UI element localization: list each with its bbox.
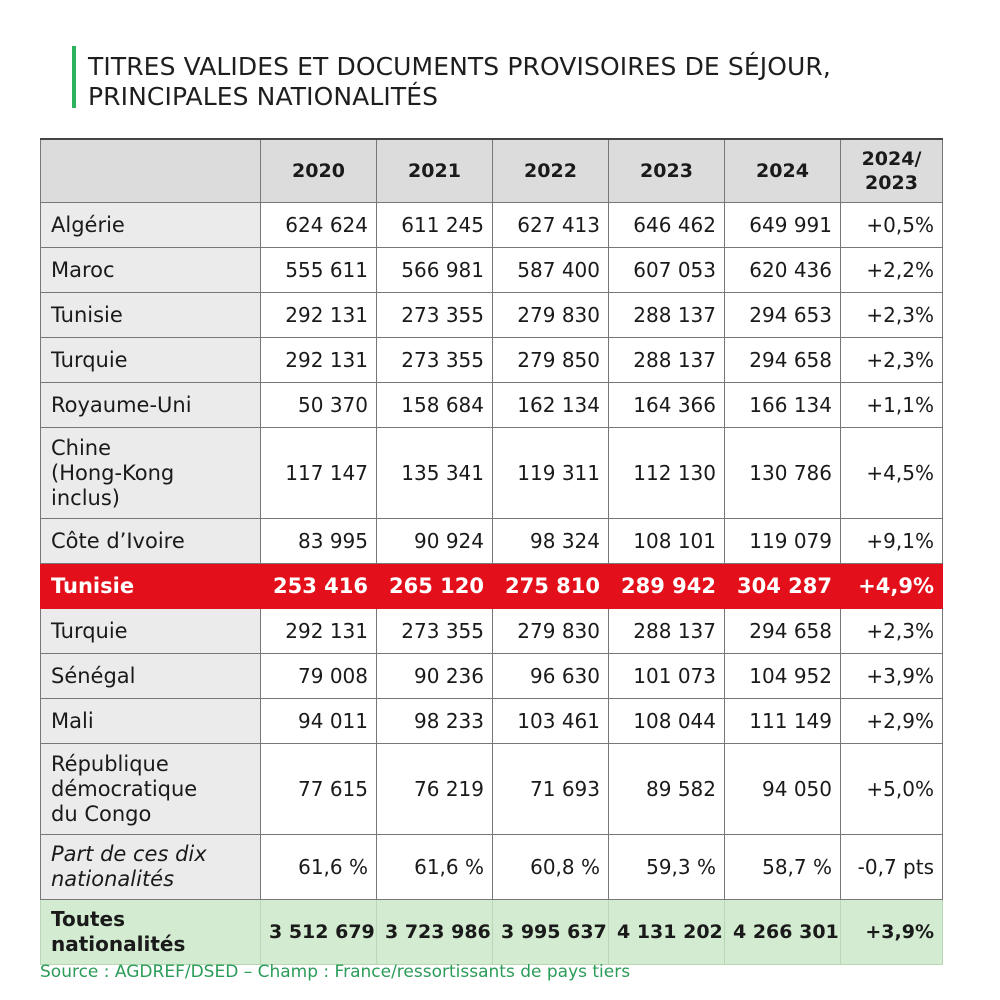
value-cell: 90 236 — [377, 654, 493, 699]
variation-cell: +4,9% — [841, 564, 943, 609]
value-cell: 273 355 — [377, 293, 493, 338]
header-year: 2024 — [725, 139, 841, 203]
value-cell: 279 830 — [493, 609, 609, 654]
value-cell: 288 137 — [609, 609, 725, 654]
value-cell: 94 050 — [725, 744, 841, 835]
table-row — [41, 654, 943, 699]
value-cell: 294 653 — [725, 293, 841, 338]
page-title — [88, 52, 831, 112]
table-header-row — [41, 139, 943, 203]
variation-cell: +3,9% — [841, 654, 943, 699]
variation-cell: -0,7 pts — [841, 835, 943, 900]
row-label: Maroc — [41, 248, 261, 293]
value-cell: 294 658 — [725, 609, 841, 654]
row-label: Sénégal — [41, 654, 261, 699]
row-label: Chine (Hong-Kong inclus) — [41, 428, 261, 519]
variation-cell: +0,5% — [841, 203, 943, 248]
value-cell: 624 624 — [261, 203, 377, 248]
value-cell: 275 810 — [493, 564, 609, 609]
value-cell: 288 137 — [609, 338, 725, 383]
table-row — [41, 248, 943, 293]
variation-cell: +3,9% — [841, 900, 943, 965]
table-row — [41, 203, 943, 248]
value-cell: 98 324 — [493, 519, 609, 564]
value-cell: 50 370 — [261, 383, 377, 428]
value-cell: 288 137 — [609, 293, 725, 338]
value-cell: 94 011 — [261, 699, 377, 744]
value-cell: 77 615 — [261, 744, 377, 835]
value-cell: 265 120 — [377, 564, 493, 609]
value-cell: 90 924 — [377, 519, 493, 564]
value-cell: 279 850 — [493, 338, 609, 383]
value-cell: 71 693 — [493, 744, 609, 835]
header-year: 2020 — [261, 139, 377, 203]
table-row-highlighted — [41, 564, 943, 609]
variation-cell: +2,3% — [841, 293, 943, 338]
table-row — [41, 744, 943, 835]
variation-cell: +4,5% — [841, 428, 943, 519]
value-cell: 101 073 — [609, 654, 725, 699]
value-cell: 119 311 — [493, 428, 609, 519]
value-cell: 79 008 — [261, 654, 377, 699]
table-row — [41, 609, 943, 654]
value-cell: 607 053 — [609, 248, 725, 293]
value-cell: 164 366 — [609, 383, 725, 428]
value-cell: 4 131 202 — [609, 900, 725, 965]
value-cell: 130 786 — [725, 428, 841, 519]
variation-cell: +2,3% — [841, 609, 943, 654]
value-cell: 273 355 — [377, 609, 493, 654]
table-row — [41, 428, 943, 519]
value-cell: 83 995 — [261, 519, 377, 564]
value-cell: 566 981 — [377, 248, 493, 293]
value-cell: 555 611 — [261, 248, 377, 293]
variation-cell: +9,1% — [841, 519, 943, 564]
row-label: Algérie — [41, 203, 261, 248]
value-cell: 162 134 — [493, 383, 609, 428]
value-cell: 117 147 — [261, 428, 377, 519]
variation-cell: +2,3% — [841, 338, 943, 383]
header-year: 2021 — [377, 139, 493, 203]
row-label: Royaume-Uni — [41, 383, 261, 428]
row-label: Mali — [41, 699, 261, 744]
value-cell: 292 131 — [261, 609, 377, 654]
table-row — [41, 519, 943, 564]
table-row-share — [41, 835, 943, 900]
header-label-cell — [41, 139, 261, 203]
value-cell: 4 266 301 — [725, 900, 841, 965]
table-row — [41, 293, 943, 338]
value-cell: 76 219 — [377, 744, 493, 835]
header-year: 2022 — [493, 139, 609, 203]
value-cell: 59,3 % — [609, 835, 725, 900]
header-variation: 2024/ 2023 — [841, 139, 943, 203]
title-accent-bar — [72, 46, 76, 108]
value-cell: 112 130 — [609, 428, 725, 519]
table-row-total — [41, 900, 943, 965]
value-cell: 104 952 — [725, 654, 841, 699]
value-cell: 98 233 — [377, 699, 493, 744]
table-row — [41, 699, 943, 744]
row-label: Turquie — [41, 609, 261, 654]
source-note: Source : AGDREF/DSED – Champ : France/ressortissants de pays tiers — [40, 962, 631, 982]
value-cell: 135 341 — [377, 428, 493, 519]
value-cell: 304 287 — [725, 564, 841, 609]
value-cell: 3 995 637 — [493, 900, 609, 965]
table-row — [41, 338, 943, 383]
value-cell: 111 149 — [725, 699, 841, 744]
row-label: République démocratique du Congo — [41, 744, 261, 835]
nationalities-table — [40, 138, 943, 965]
value-cell: 60,8 % — [493, 835, 609, 900]
value-cell: 649 991 — [725, 203, 841, 248]
variation-cell: +2,2% — [841, 248, 943, 293]
value-cell: 279 830 — [493, 293, 609, 338]
value-cell: 108 101 — [609, 519, 725, 564]
value-cell: 96 630 — [493, 654, 609, 699]
variation-cell: +2,9% — [841, 699, 943, 744]
value-cell: 119 079 — [725, 519, 841, 564]
value-cell: 611 245 — [377, 203, 493, 248]
title-line-1: TITRES VALIDES ET DOCUMENTS PROVISOIRES DE SÉJOUR, — [88, 52, 831, 81]
value-cell: 253 416 — [261, 564, 377, 609]
row-label: Côte d’Ivoire — [41, 519, 261, 564]
row-label: Part de ces dix nationalités — [41, 835, 261, 900]
value-cell: 587 400 — [493, 248, 609, 293]
value-cell: 58,7 % — [725, 835, 841, 900]
value-cell: 292 131 — [261, 293, 377, 338]
header-year: 2023 — [609, 139, 725, 203]
value-cell: 103 461 — [493, 699, 609, 744]
value-cell: 3 512 679 — [261, 900, 377, 965]
row-label: Toutes nationalités — [41, 900, 261, 965]
value-cell: 620 436 — [725, 248, 841, 293]
value-cell: 108 044 — [609, 699, 725, 744]
variation-cell: +1,1% — [841, 383, 943, 428]
value-cell: 61,6 % — [377, 835, 493, 900]
value-cell: 289 942 — [609, 564, 725, 609]
value-cell: 3 723 986 — [377, 900, 493, 965]
variation-cell: +5,0% — [841, 744, 943, 835]
value-cell: 292 131 — [261, 338, 377, 383]
row-label: Tunisie — [41, 564, 261, 609]
row-label: Turquie — [41, 338, 261, 383]
value-cell: 627 413 — [493, 203, 609, 248]
row-label: Tunisie — [41, 293, 261, 338]
title-line-2: PRINCIPALES NATIONALITÉS — [88, 82, 439, 111]
table-row — [41, 383, 943, 428]
value-cell: 273 355 — [377, 338, 493, 383]
value-cell: 294 658 — [725, 338, 841, 383]
value-cell: 158 684 — [377, 383, 493, 428]
table-body — [41, 203, 943, 965]
value-cell: 646 462 — [609, 203, 725, 248]
value-cell: 166 134 — [725, 383, 841, 428]
value-cell: 89 582 — [609, 744, 725, 835]
value-cell: 61,6 % — [261, 835, 377, 900]
